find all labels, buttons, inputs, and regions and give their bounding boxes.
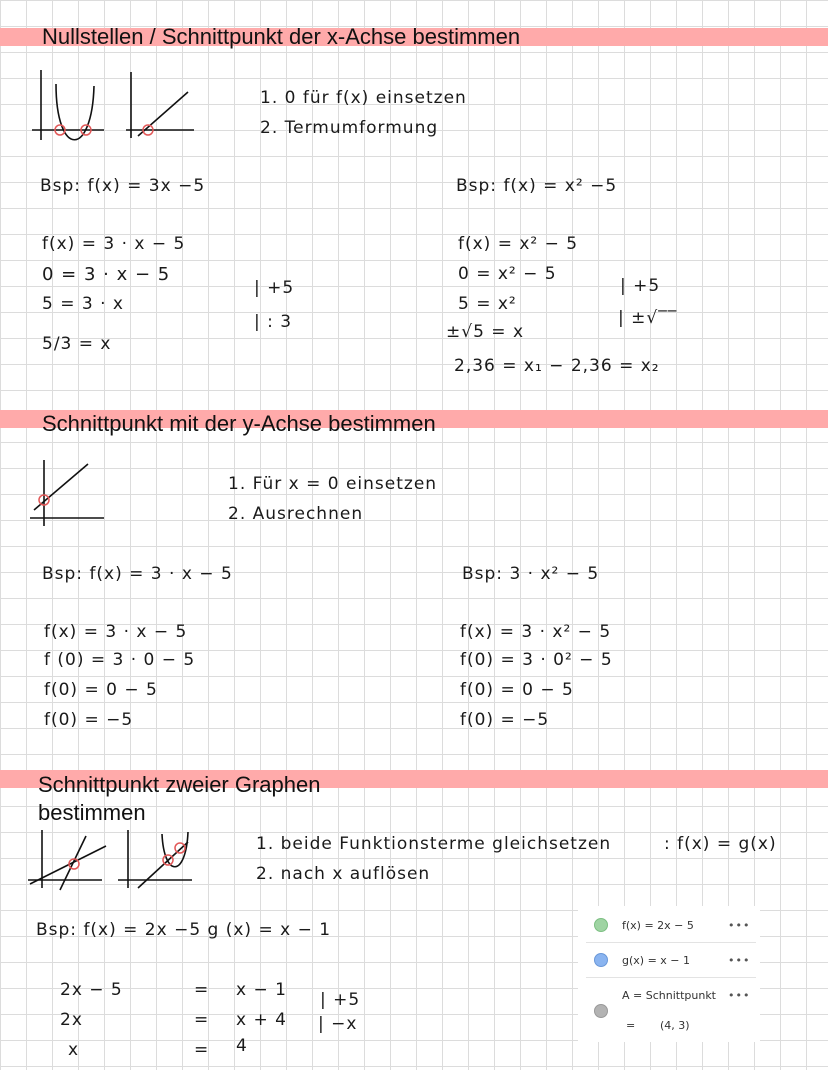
- example-label-right: Bsp: f(x) = x² −5: [456, 176, 618, 196]
- calc-lhs: x: [68, 1040, 80, 1060]
- algebra-item-value: (4, 3): [660, 1019, 690, 1032]
- sketch-line-zero: [124, 66, 204, 156]
- calc-eq: =: [194, 980, 210, 1000]
- algebra-panel: [578, 906, 760, 1042]
- calc-rhs: x + 4: [236, 1010, 287, 1030]
- step-2: 2. Ausrechnen: [228, 504, 364, 524]
- sketch-y-intercept: [28, 456, 114, 532]
- algebra-item-f[interactable]: [578, 906, 760, 942]
- step-1: 1. Für x = 0 einsetzen: [228, 474, 438, 494]
- algebra-item-eq: =: [626, 1019, 636, 1032]
- example-label: Bsp: f(x) = 2x −5 g (x) = x − 1: [36, 920, 332, 940]
- sketch-parabola-zeros: [30, 66, 110, 156]
- calc-line: f(0) = 3 · 0² − 5: [460, 650, 613, 670]
- algebra-item-a[interactable]: [578, 978, 760, 1042]
- operation-note: | ±√‾‾: [618, 308, 678, 328]
- calc-line: f(0) = 0 − 5: [44, 680, 158, 700]
- visibility-toggle[interactable]: [594, 953, 608, 967]
- more-options-icon[interactable]: •••: [728, 989, 751, 1002]
- example-label-right: Bsp: 3 · x² − 5: [462, 564, 600, 584]
- section-heading-y-intercept: Schnittpunkt mit der y-Achse bestimmen: [42, 411, 436, 436]
- calc-line: ±√5 = x: [446, 322, 525, 342]
- sketch-parabola-line: [116, 826, 202, 892]
- step-2: 2. nach x auflösen: [256, 864, 431, 884]
- calc-eq: =: [194, 1010, 210, 1030]
- algebra-item-text: g(x) = x − 1: [622, 954, 691, 967]
- calc-line: f(x) = x² − 5: [458, 234, 579, 254]
- calc-line: 5/3 = x: [42, 334, 112, 354]
- operation-note: | +5: [254, 278, 295, 298]
- visibility-toggle[interactable]: [594, 918, 608, 932]
- calc-line: 0 = x² − 5: [458, 264, 557, 284]
- section-heading-intersection: Schnittpunkt zweier Graphen: [38, 772, 321, 797]
- operation-note: | −x: [318, 1014, 358, 1034]
- side-note: : f(x) = g(x): [664, 834, 777, 854]
- algebra-item-text: A = Schnittpunkt: [622, 989, 716, 1002]
- operation-note: | +5: [620, 276, 661, 296]
- algebra-item-text: f(x) = 2x − 5: [622, 919, 694, 932]
- step-1: 1. beide Funktionsterme gleichsetzen: [256, 834, 612, 854]
- calc-line: 5 = x²: [458, 294, 517, 314]
- calc-rhs: x − 1: [236, 980, 287, 1000]
- section-heading-intersection-line2: bestimmen: [38, 800, 146, 825]
- more-options-icon[interactable]: •••: [728, 919, 751, 932]
- more-options-icon[interactable]: •••: [728, 954, 751, 967]
- calc-line: f(x) = 3 · x − 5: [42, 234, 186, 254]
- calc-eq: =: [194, 1040, 210, 1060]
- example-label-left: Bsp: f(x) = 3x −5: [40, 176, 206, 196]
- calc-line: 5 = 3 · x: [42, 294, 124, 314]
- calc-line: f (0) = 3 · 0 − 5: [44, 650, 196, 670]
- calc-lhs: 2x − 5: [60, 980, 123, 1000]
- calc-lhs: 2x: [60, 1010, 83, 1030]
- example-label-left: Bsp: f(x) = 3 · x − 5: [42, 564, 233, 584]
- visibility-toggle[interactable]: [594, 1004, 608, 1018]
- calc-rhs: 4: [236, 1036, 248, 1056]
- operation-note: | +5: [320, 990, 361, 1010]
- calc-line: 2,36 = x₁ − 2,36 = x₂: [454, 356, 660, 376]
- step-2: 2. Termumformung: [260, 118, 439, 138]
- calc-line: f(x) = 3 · x² − 5: [460, 622, 612, 642]
- sketch-two-lines: [26, 826, 112, 892]
- calc-line: f(0) = −5: [44, 710, 134, 730]
- calc-line: 0 = 3 · x − 5: [42, 264, 171, 285]
- operation-note: | : 3: [254, 312, 293, 332]
- algebra-item-g[interactable]: [578, 943, 760, 977]
- step-1: 1. 0 für f(x) einsetzen: [260, 88, 467, 108]
- section-heading-zeros: Nullstellen / Schnittpunkt der x-Achse bestimmen: [42, 24, 521, 49]
- calc-line: f(x) = 3 · x − 5: [44, 622, 188, 642]
- calc-line: f(0) = −5: [460, 710, 550, 730]
- calc-line: f(0) = 0 − 5: [460, 680, 574, 700]
